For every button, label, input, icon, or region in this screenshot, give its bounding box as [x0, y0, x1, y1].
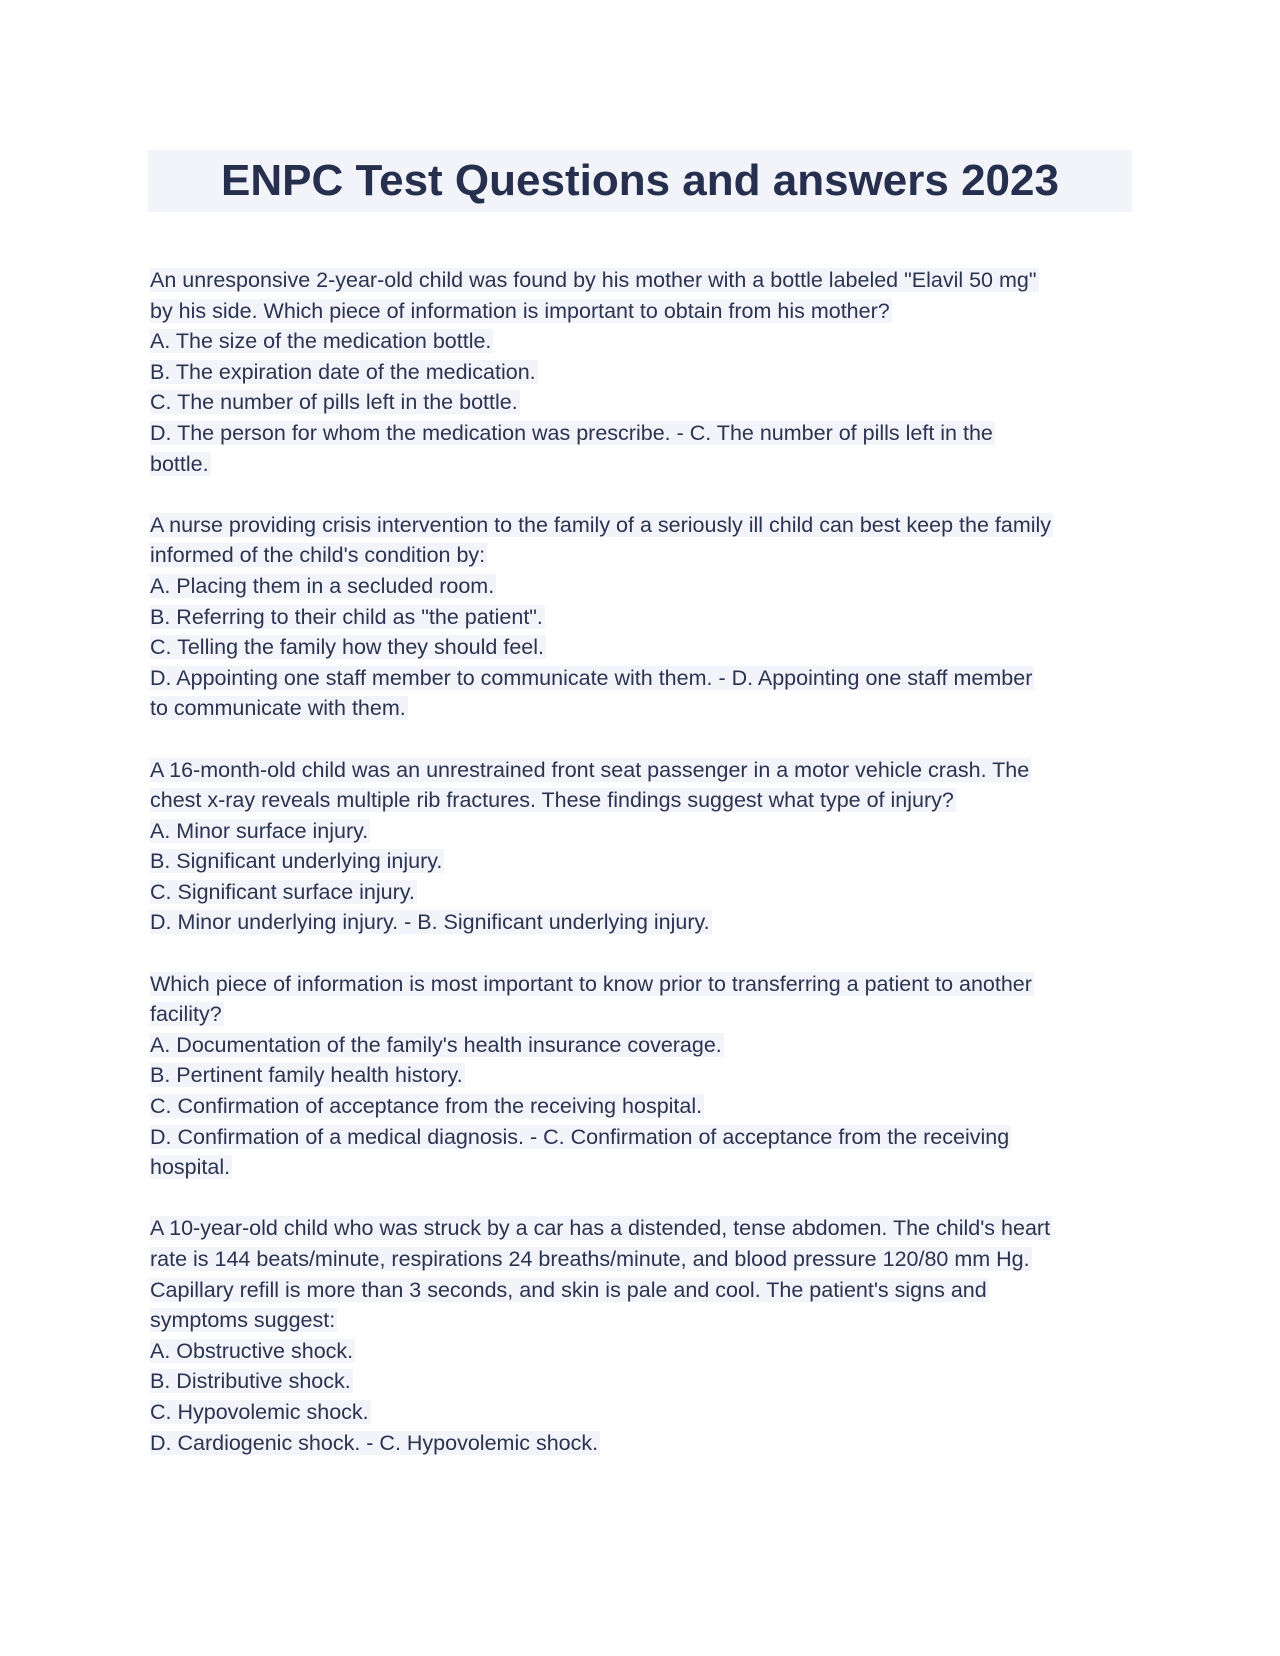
text-run: A. Obstructive shock. [150, 1338, 354, 1363]
text-run: hospital. [150, 1155, 231, 1180]
question-text-line [150, 265, 1140, 296]
answer-option [150, 357, 1140, 388]
question-block [150, 265, 1140, 479]
text-run: D. The person for whom the medication was prescribe. - C. The number of pills left in the [150, 420, 993, 445]
text-run: A. Minor surface injury. [150, 818, 369, 843]
text-run: C. Significant surface injury. [150, 879, 415, 904]
question-text-line [150, 1275, 1140, 1306]
answer-option-with-key [150, 1428, 1140, 1459]
text-run: B. Pertinent family health history. [150, 1063, 463, 1088]
question-block [150, 1213, 1140, 1458]
answer-option [150, 571, 1140, 602]
answer-key-continuation [150, 693, 1140, 724]
answer-option-with-key [150, 418, 1140, 449]
question-text-line [150, 510, 1140, 541]
text-run: A. Documentation of the family's health insurance coverage. [150, 1032, 722, 1057]
answer-option-with-key [150, 907, 1140, 938]
text-run: informed of the child's condition by: [150, 543, 486, 568]
text-run: C. Hypovolemic shock. [150, 1399, 369, 1424]
text-run: rate is 144 beats/minute, respirations 24 breaths/minute, and blood pressure 120/80 mm Hg. [150, 1247, 1030, 1271]
answer-option [150, 326, 1140, 357]
text-run: B. Distributive shock. [150, 1369, 351, 1394]
text-run: by his side. Which piece of information is important to obtain from his mother? [150, 298, 890, 323]
question-text-line [150, 1244, 1140, 1275]
question-block [150, 510, 1140, 724]
answer-option [150, 387, 1140, 418]
question-text-line [150, 296, 1140, 327]
text-run: Capillary refill is more than 3 seconds, and skin is pale and cool. The patient's signs and [150, 1277, 987, 1302]
text-run: C. The number of pills left in the bottle. [150, 390, 518, 415]
question-block [150, 969, 1140, 1183]
text-run: A nurse providing crisis intervention to the family of a seriously ill child can best keep the family [150, 512, 1052, 537]
answer-option [150, 1030, 1140, 1061]
text-run: symptoms suggest: [150, 1308, 336, 1333]
text-run: B. Referring to their child as "the patient". [150, 604, 543, 629]
text-run: facility? [150, 1002, 222, 1027]
text-run: D. Minor underlying injury. - B. Significant underlying injury. [150, 910, 710, 935]
text-run: to communicate with them. [150, 696, 406, 721]
answer-option [150, 1336, 1140, 1367]
text-run: A 10-year-old child who was struck by a car has a distended, tense abdomen. The child's heart [150, 1216, 1051, 1241]
text-run: B. The expiration date of the medication. [150, 359, 536, 384]
answer-option [150, 632, 1140, 663]
answer-option-with-key [150, 663, 1140, 694]
text-run: A. The size of the medication bottle. [150, 329, 492, 354]
text-run: C. Telling the family how they should feel. [150, 635, 544, 660]
answer-key-continuation [150, 1152, 1140, 1183]
text-run: A 16-month-old child was an unrestrained front seat passenger in a motor vehicle crash. The [150, 757, 1030, 782]
answer-option [150, 846, 1140, 877]
answer-option [150, 1060, 1140, 1091]
answer-key-continuation [150, 449, 1140, 480]
question-text-line [150, 999, 1140, 1030]
text-run: C. Confirmation of acceptance from the receiving hospital. [150, 1094, 703, 1119]
questions-body [150, 265, 1140, 1489]
question-block [150, 755, 1140, 939]
title-band [148, 150, 1132, 212]
text-run: A. Placing them in a secluded room. [150, 573, 495, 598]
question-text-line [150, 755, 1140, 786]
text-run: chest x-ray reveals multiple rib fractures. These findings suggest what type of injury? [150, 788, 954, 813]
answer-option [150, 1366, 1140, 1397]
question-text-line [150, 969, 1140, 1000]
answer-option [150, 1397, 1140, 1428]
answer-option [150, 816, 1140, 847]
question-text-line [150, 785, 1140, 816]
question-text-line [150, 540, 1140, 571]
answer-option [150, 877, 1140, 908]
question-text-line [150, 1213, 1140, 1244]
text-run: An unresponsive 2-year-old child was found by his mother with a bottle labeled "Elavil 50 mg" [150, 268, 1037, 292]
text-run: bottle. [150, 451, 209, 476]
text-run: D. Appointing one staff member to communicate with them. - D. Appointing one staff member [150, 665, 1033, 690]
page-title: ENPC Test Questions and answers 2023 [221, 156, 1059, 205]
answer-option [150, 602, 1140, 633]
answer-option [150, 1091, 1140, 1122]
text-run: D. Confirmation of a medical diagnosis. - C. Confirmation of acceptance from the receiving [150, 1124, 1010, 1149]
answer-option-with-key [150, 1122, 1140, 1153]
text-run: D. Cardiogenic shock. - C. Hypovolemic shock. [150, 1430, 599, 1455]
text-run: Which piece of information is most important to know prior to transferring a patient to another [150, 971, 1032, 996]
text-run: B. Significant underlying injury. [150, 849, 443, 874]
question-text-line [150, 1305, 1140, 1336]
